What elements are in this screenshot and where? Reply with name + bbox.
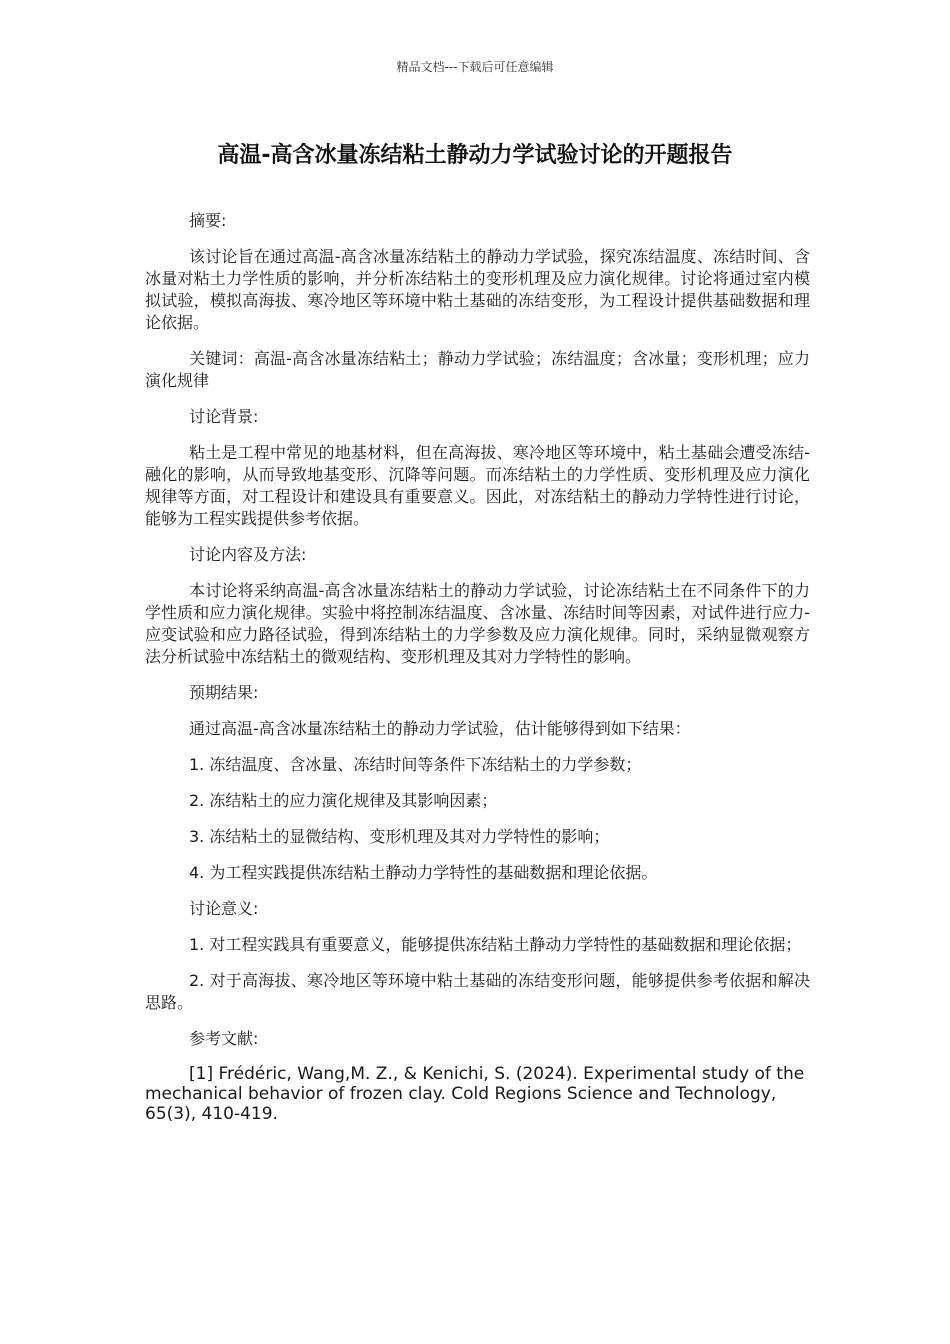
- reference-item: [1] Frédéric, Wang,M. Z., & Kenichi, S. (2024). Experimental study of the mechanical behavior of frozen clay. Cold Regions Science and Technology, 65(3), 410-419.: [145, 1064, 805, 1124]
- methods-text: 本讨论将采纳高温-高含冰量冻结粘土的静动力学试验，讨论冻结粘土在不同条件下的力学性质和应力演化规律。实验中将控制冻结温度、含冰量、冻结时间等因素，对试件进行应力-应变试验和应力路径试验，得到冻结粘土的力学参数及应力演化规律。同时，采纳显微观察方法分析试验中冻结粘土的微观结构、变形机理及其对力学特性的影响。: [145, 581, 810, 666]
- header-note: 精品文档---下载后可任意编辑: [396, 60, 554, 74]
- references-heading: 参考文献:: [189, 1029, 259, 1048]
- significance-item: 1. 对工程实践具有重要意义，能够提供冻结粘土静动力学特性的基础数据和理论依据；: [189, 935, 802, 954]
- significance-item: 2. 对于高海拔、寒冷地区等环境中粘土基础的冻结变形问题，能够提供参考依据和解决思路。: [145, 971, 810, 1012]
- references-section: [145, 1028, 810, 1124]
- results-intro: 通过高温-高含冰量冻结粘土的静动力学试验，估计能够得到如下结果：: [189, 719, 691, 738]
- significance-heading: 讨论意义:: [189, 899, 259, 918]
- background-text: 粘土是工程中常见的地基材料，但在高海拔、寒冷地区等环境中，粘土基础会遭受冻结-融化的影响，从而导致地基变形、沉降等问题。而冻结粘土的力学性质、变形机理及应力演化规律等方面，对工程设计和建设具有重要意义。因此，对冻结粘土的静动力学特性进行讨论，能够为工程实践提供参考依据。: [145, 443, 810, 528]
- background-heading: 讨论背景:: [189, 407, 259, 426]
- results-item: 2. 冻结粘土的应力演化规律及其影响因素；: [189, 791, 498, 810]
- results-item: 1. 冻结温度、含冰量、冻结时间等条件下冻结粘土的力学参数；: [189, 755, 642, 774]
- methods-heading: 讨论内容及方法:: [189, 545, 307, 564]
- results-item: 3. 冻结粘土的显微结构、变形机理及其对力学特性的影响；: [189, 827, 610, 846]
- document-title: 高温-高含冰量冻结粘土静动力学试验讨论的开题报告: [217, 143, 733, 168]
- results-item: 4. 为工程实践提供冻结粘土静动力学特性的基础数据和理论依据。: [189, 863, 658, 882]
- abstract-text: 该讨论旨在通过高温-高含冰量冻结粘土的静动力学试验，探究冻结温度、冻结时间、含冰量对粘土力学性质的影响，并分析冻结粘土的变形机理及应力演化规律。讨论将通过室内模拟试验，模拟高海拔、寒冷地区等环境中粘土基础的冻结变形，为工程设计提供基础数据和理论依据。: [145, 247, 810, 332]
- results-heading: 预期结果:: [189, 683, 259, 702]
- document-body: [145, 210, 810, 1138]
- keywords: 关键词：高温-高含冰量冻结粘土；静动力学试验；冻结温度；含冰量；变形机理；应力演化规律: [145, 349, 810, 390]
- abstract-heading: 摘要:: [189, 211, 227, 230]
